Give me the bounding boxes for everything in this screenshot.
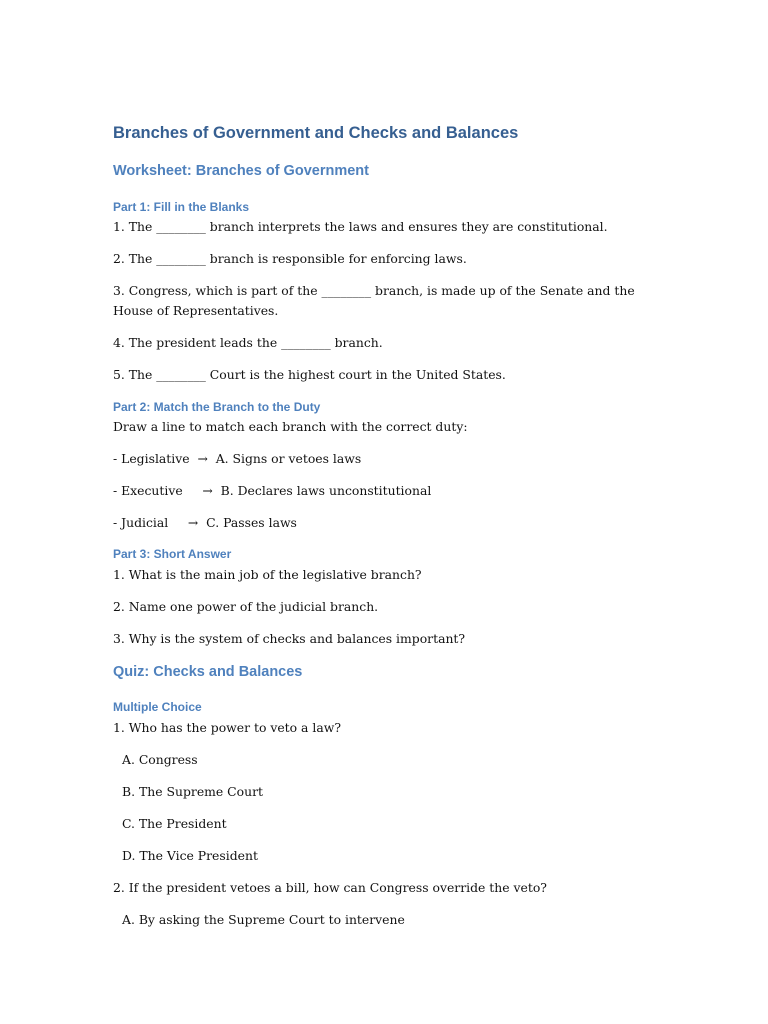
worksheet-heading: Worksheet: Branches of Government xyxy=(113,163,369,179)
part2-heading: Part 2: Match the Branch to the Duty xyxy=(113,400,321,414)
match-item: - Judicial → C. Passes laws xyxy=(113,515,297,530)
quiz-question: 1. Who has the power to veto a law? xyxy=(113,720,341,735)
quiz-heading: Quiz: Checks and Balances xyxy=(113,664,303,680)
part3-heading: Part 3: Short Answer xyxy=(113,547,232,561)
fill-blank-item: 2. The ________ branch is responsible for enforcing laws. xyxy=(113,251,467,266)
match-item: - Executive → B. Declares laws unconstitutional xyxy=(113,483,432,498)
quiz-option: C. The President xyxy=(122,816,227,831)
quiz-option: D. The Vice President xyxy=(122,848,258,863)
fill-blank-item: 1. The ________ branch interprets the laws and ensures they are constitutional. xyxy=(113,219,608,234)
short-answer-item: 3. Why is the system of checks and balances important? xyxy=(113,631,466,646)
quiz-question: 2. If the president vetoes a bill, how can Congress override the veto? xyxy=(113,880,547,895)
fill-blank-item: 5. The ________ Court is the highest court in the United States. xyxy=(113,367,506,382)
fill-blank-item: 4. The president leads the ________ branch. xyxy=(113,335,383,350)
fill-blank-item: 3. Congress, which is part of the ________ branch, is made up of the Senate and the House of Representatives. xyxy=(113,283,635,318)
multiple-choice-heading: Multiple Choice xyxy=(113,700,202,714)
match-instruction: Draw a line to match each branch with the correct duty: xyxy=(113,419,468,434)
document-title: Branches of Government and Checks and Balances xyxy=(113,124,519,142)
quiz-option: A. By asking the Supreme Court to intervene xyxy=(122,912,405,927)
part1-heading: Part 1: Fill in the Blanks xyxy=(113,200,250,214)
short-answer-item: 2. Name one power of the judicial branch. xyxy=(113,599,379,614)
quiz-option: B. The Supreme Court xyxy=(122,784,263,799)
short-answer-item: 1. What is the main job of the legislative branch? xyxy=(113,567,422,582)
match-item: - Legislative → A. Signs or vetoes laws xyxy=(113,451,362,466)
quiz-option: A. Congress xyxy=(122,752,198,767)
